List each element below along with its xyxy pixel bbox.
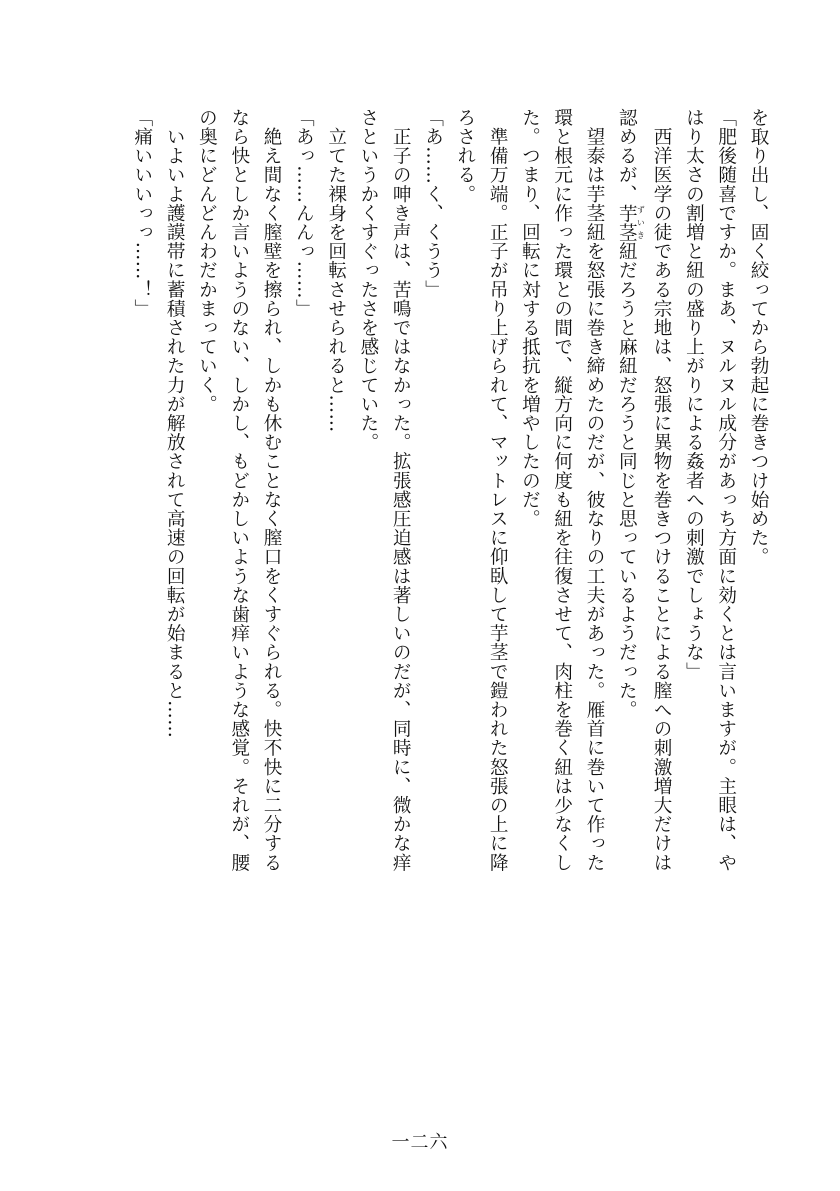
page-number: 一二六 — [391, 1132, 449, 1153]
text-line: を取り出し、固く絞ってから勃起に巻きつけ始めた。 — [748, 108, 769, 567]
ruby-annotation: 芋茎 ずいき — [616, 203, 646, 242]
text-line: 絶え間なく膣壁を擦られ、しかも休むことなく膣口をくすぐられる。快不快に二分する — [261, 108, 283, 872]
text-line: いよいよ護謨帯に蓄積された力が解放されて高速の回転が始まると…… — [164, 108, 186, 739]
text-line-prefix: 認めるが、 — [616, 108, 638, 204]
text-line: なら快としか言いようのない、しかし、もどかしいような歯痒いような感覚。それが、腰 — [228, 108, 250, 872]
text-line: さというかくすぐったさを感じていた。 — [357, 108, 379, 452]
text-line: 望泰は芋茎紐を怒張に巻き締めたのだが、彼なりの工夫があった。雁首に巻いて作った — [584, 108, 606, 872]
text-line: 「あっ……んんっ……」 — [293, 108, 315, 319]
text-line: た。つまり、回転に対する抵抗を増やしたのだ。 — [519, 108, 541, 529]
text-line: 「あ……く、くうう」 — [422, 108, 444, 299]
text-line-suffix: 紐だろうと麻紐だろうと同じと思っているようだった。 — [616, 241, 638, 720]
text-line: 準備万端。正子が吊り上げられて、マットレスに仰臥して芋茎で鎧われた怒張の上に降 — [487, 108, 509, 872]
text-line: 「痛いいいっっ……！」 — [131, 108, 153, 319]
text-line: はり太さの割増と紐の盛り上がりによる姦者への刺激でしょうな」 — [683, 108, 705, 681]
text-line: 西洋医学の徒である宗地は、怒張に異物を巻きつけることによる膣への刺激増大だけは — [651, 108, 673, 872]
text-line: 立てた裸身を回転させられると…… — [325, 108, 347, 433]
text-line: 「肥後随喜ですか。まあ、ヌルヌル成分があっち方面に効くとは言いますが。主眼は、や — [715, 108, 737, 872]
text-line: 環と根元に作った環との間で、縦方向に何度も紐を往復させて、肉柱を巻く紐は少なくし — [551, 108, 573, 872]
text-line: ろされる。 — [454, 108, 476, 204]
text-line: の奥にどんどんわだかまっていく。 — [196, 108, 218, 414]
text-line: 正子の呻き声は、苦鳴ではなかった。拡張感圧迫感は著しいのだが、同時に、微かな痒 — [390, 108, 412, 872]
vertical-text-body — [54, 108, 774, 1068]
text-line-with-ruby — [610, 108, 645, 1068]
